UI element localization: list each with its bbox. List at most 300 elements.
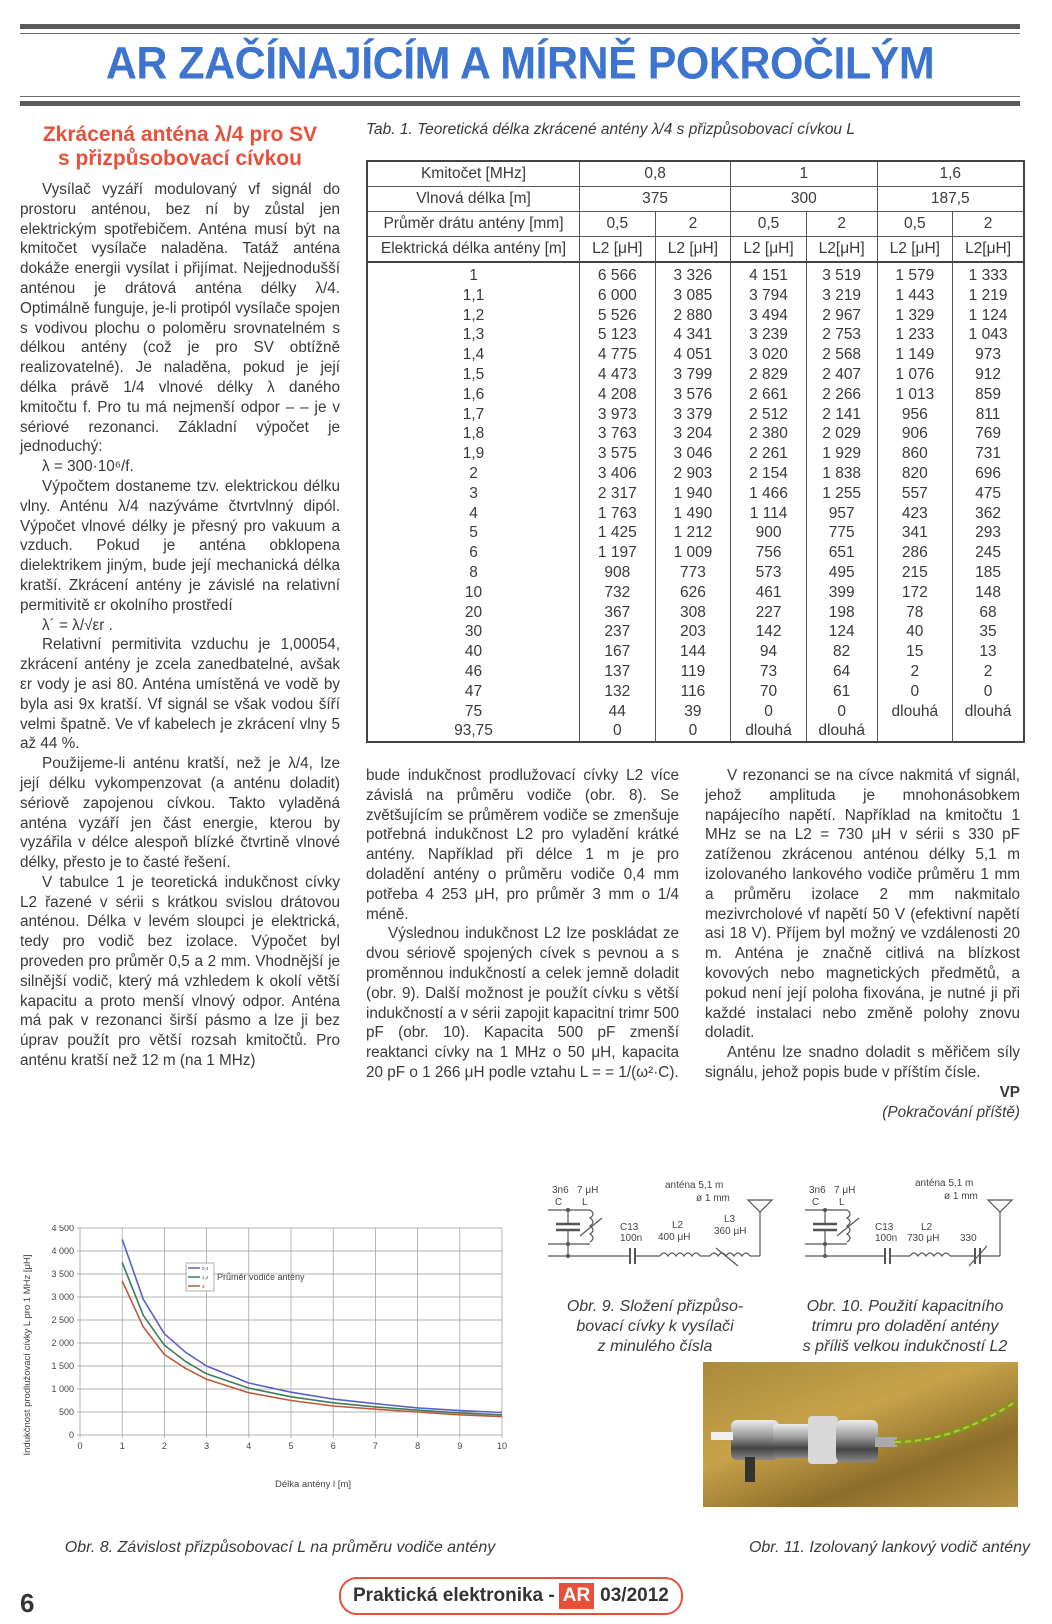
inductance-cell: 1 255: [806, 484, 877, 504]
table-row: [367, 583, 1024, 603]
length-cell: 5: [367, 523, 580, 543]
header-cell: L2 [μH]: [877, 237, 953, 263]
fig8-caption: Obr. 8. Závislost přizpůsobovací L na průměru vodiče antény: [64, 1539, 496, 1556]
author-initials: VP: [999, 1083, 1020, 1101]
inductance-cell: [877, 721, 953, 742]
length-cell: 1,7: [367, 405, 580, 425]
inductance-cell: 908: [580, 563, 656, 583]
label: L2: [921, 1222, 933, 1233]
inductance-cell: 78: [877, 603, 953, 623]
label: ø 1 mm: [944, 1191, 978, 1202]
inductance-cell: 3 379: [655, 405, 731, 425]
inductance-cell: 0: [953, 682, 1024, 702]
inductance-cell: 956: [877, 405, 953, 425]
article-column-1: [20, 180, 340, 1071]
inductance-cell: 2 903: [655, 464, 731, 484]
inductance-cell: 2 880: [655, 306, 731, 326]
table-row: [367, 262, 1024, 286]
label: ø 1 mm: [696, 1193, 730, 1204]
article-title-line2: s přizpůsobovací cívkou: [58, 147, 302, 170]
header-rule-bottom: [20, 101, 1020, 106]
length-cell: 10: [367, 583, 580, 603]
inductance-cell: 94: [731, 642, 807, 662]
inductance-cell: 3 519: [806, 262, 877, 286]
inductance-cell: 3 576: [655, 385, 731, 405]
inductance-cell: 124: [806, 622, 877, 642]
x-tick-label: 8: [415, 1441, 421, 1451]
table-row: [367, 642, 1024, 662]
header-rule-top-thin: [20, 33, 1020, 34]
inductance-cell: 2: [953, 662, 1024, 682]
inductance-cell: 198: [806, 603, 877, 623]
article-column-2: [366, 766, 679, 1083]
inductance-cell: 1 929: [806, 444, 877, 464]
length-cell: 3: [367, 484, 580, 504]
x-tick-label: 0: [77, 1441, 83, 1451]
inductance-cell: 132: [580, 682, 656, 702]
header-cell: 2: [806, 212, 877, 237]
inductance-cell: 1 114: [731, 504, 807, 524]
label: L2: [672, 1220, 684, 1231]
paragraph: Výslednou indukčnost L2 lze poskládat ze dvou sériově spojených cívek s pevnou a s proměnnou indukčností a celek jemně doladit (obr. 9). Další možnost je použít cívku s větší indukčností a v sérii zapojit kapacitní trimr 500 pF (obr. 10). Kapacita 500 pF zmenší reaktanci cívky na 1 MHz o 50 μH, kapacita 20 pF o 1 266 μH podle vztahu L = = 1/(ω²·C).: [366, 925, 679, 1081]
length-cell: 47: [367, 682, 580, 702]
inductance-cell: 773: [655, 563, 731, 583]
label: anténa 5,1 m: [665, 1180, 724, 1191]
legend-title: Průměr vodiče antény: [217, 1272, 305, 1282]
header-cell: 187,5: [877, 187, 1024, 212]
inductance-cell: 3 020: [731, 345, 807, 365]
length-cell: 1,6: [367, 385, 580, 405]
label: 330: [960, 1233, 977, 1244]
fig10-schematic: [805, 1178, 1025, 1288]
caption-line: s příliš velkou indukčností L2: [802, 1338, 1008, 1355]
inductance-cell: 731: [953, 444, 1024, 464]
inductance-cell: 1 149: [877, 345, 953, 365]
table-row: [367, 543, 1024, 563]
table-row: [367, 424, 1024, 444]
inductance-cell: 2 154: [731, 464, 807, 484]
fig10-caption: [780, 1297, 1030, 1357]
inductance-cell: 308: [655, 603, 731, 623]
inductance-cell: 2 141: [806, 405, 877, 425]
inductance-cell: 148: [953, 583, 1024, 603]
table-row: [367, 484, 1024, 504]
x-tick-label: 7: [372, 1441, 378, 1451]
header-cell: 2: [655, 212, 731, 237]
inductance-cell: 2: [877, 662, 953, 682]
table-row: [367, 662, 1024, 682]
header-cell: L2 [μH]: [731, 237, 807, 263]
header-cell: L2 [μH]: [580, 237, 656, 263]
magazine-name: Praktická elektronika -: [353, 1585, 555, 1606]
continued-note: (Pokračování příště): [882, 1103, 1020, 1121]
length-cell: 1,8: [367, 424, 580, 444]
length-cell: 1,2: [367, 306, 580, 326]
label: 400 μH: [658, 1232, 691, 1243]
inductance-cell: 1 333: [953, 262, 1024, 286]
inductance-cell: 2 829: [731, 365, 807, 385]
x-tick-label: 3: [204, 1441, 210, 1451]
inductance-cell: 2 029: [806, 424, 877, 444]
header-cell: 2: [953, 212, 1024, 237]
inductance-cell: 1 076: [877, 365, 953, 385]
inductance-cell: 573: [731, 563, 807, 583]
table-row: [367, 325, 1024, 345]
table-header-wavelength: [367, 187, 1024, 212]
inductance-cell: 1 233: [877, 325, 953, 345]
inductance-cell: 70: [731, 682, 807, 702]
inductance-cell: 203: [655, 622, 731, 642]
inductance-cell: 3 763: [580, 424, 656, 444]
inductance-cell: 2 753: [806, 325, 877, 345]
y-tick-label: 4 000: [51, 1246, 74, 1256]
inductance-cell: 3 046: [655, 444, 731, 464]
header-cell: 1: [731, 161, 877, 187]
inductance-cell: 1 043: [953, 325, 1024, 345]
inductance-cell: 119: [655, 662, 731, 682]
label: 7 μH: [834, 1185, 856, 1196]
inductance-cell: 1 490: [655, 504, 731, 524]
paragraph: V tabulce 1 je teoretická indukčnost cívky L2 řazené v sérii s krátkou svislou drátovou anténou. Délka v levém sloupci je elektrická, tedy pro vodič bez izolace. Výpočet byl proveden pro průměr 0,5 a 2 mm. Vhodnější je silnější vodič, který má vzhledem k okolí větší kapacitu a proto menší vlnový odpor. Anténa má pak v rezonanci širší pásmo a lze ji bez úprav použít pro větší rozsah kmitočtů. Pro anténu kratší než 12 m (na 1 MHz): [20, 873, 340, 1070]
label: C13: [620, 1222, 639, 1233]
length-cell: 4: [367, 504, 580, 524]
inductance-cell: 860: [877, 444, 953, 464]
series-line: [122, 1239, 502, 1412]
chart-grid: [51, 1225, 507, 1451]
inductance-cell: 5 526: [580, 306, 656, 326]
inductance-cell: 2 266: [806, 385, 877, 405]
inductance-cell: 2 661: [731, 385, 807, 405]
inductance-cell: 4 151: [731, 262, 807, 286]
header-label: Vlnová délka [m]: [367, 187, 580, 212]
table-row: [367, 464, 1024, 484]
table-row: [367, 622, 1024, 642]
length-cell: 6: [367, 543, 580, 563]
header-cell: L2 [μH]: [655, 237, 731, 263]
inductance-cell: 73: [731, 662, 807, 682]
label: 100n: [620, 1233, 643, 1244]
label: 360 μH: [714, 1226, 747, 1237]
length-cell: 46: [367, 662, 580, 682]
label: 3n6: [809, 1185, 826, 1196]
inductance-cell: dlouhá: [806, 721, 877, 742]
label: L: [582, 1197, 588, 1208]
inductance-cell: 912: [953, 365, 1024, 385]
table-row: [367, 702, 1024, 722]
inductance-cell: 1 466: [731, 484, 807, 504]
header-label: Průměr drátu antény [mm]: [367, 212, 580, 237]
x-tick-label: 5: [288, 1441, 294, 1451]
series-line: [122, 1263, 502, 1415]
inductance-cell: 2 407: [806, 365, 877, 385]
length-cell: 1,1: [367, 286, 580, 306]
y-tick-label: 4 500: [51, 1225, 74, 1233]
x-tick-label: 4: [246, 1441, 252, 1451]
section-title: AR ZAČÍNAJÍCÍM A MÍRNĚ POKROČILÝM: [105, 38, 935, 90]
inductance-cell: 3 973: [580, 405, 656, 425]
label: L: [839, 1197, 845, 1208]
paragraph: V rezonanci se na cívce nakmitá vf signál, jehož amplituda je mnohonásobkem napájecího napětí. Například na kmitočtu 1 MHz se na L2 = 730 μH v sérii s 330 pF zatíženou zkrácenou anténou délky 5,1 m izolovaného lankového vodiče průměru 1 mm a průměru izolace 2 mm nakmitalo mezivrcholové vf napětí 50 V (efektivní napětí asi 18 V). Příjem byl možný ve vzdálenosti 20 m. Anténa je značně citlivá na blízkost kovových nebo magnetických předmětů, a pokud není její poloha fixována, je nutné ji při každé instalaci nebo změně polohy znovu doladit.: [705, 767, 1020, 1042]
caption-line: bovací cívky k vysílači: [576, 1318, 734, 1335]
inductance-cell: 61: [806, 682, 877, 702]
header-cell: L2[μH]: [806, 237, 877, 263]
inductance-cell: 811: [953, 405, 1024, 425]
inductance-cell: 3 494: [731, 306, 807, 326]
inductance-cell: 423: [877, 504, 953, 524]
inductance-cell: 68: [953, 603, 1024, 623]
label: 730 μH: [907, 1233, 940, 1244]
inductance-cell: 3 326: [655, 262, 731, 286]
inductance-cell: 116: [655, 682, 731, 702]
x-tick-label: 6: [330, 1441, 336, 1451]
fig11-caption: Obr. 11. Izolovaný lankový vodič antény: [748, 1539, 1030, 1556]
antenna-wire-photo: [703, 1362, 1018, 1507]
inductance-cell: 2 967: [806, 306, 877, 326]
y-tick-label: 500: [58, 1407, 74, 1417]
y-tick-label: 1 000: [51, 1384, 74, 1394]
inductance-cell: 227: [731, 603, 807, 623]
inductance-cell: 4 051: [655, 345, 731, 365]
inductance-cell: 144: [655, 642, 731, 662]
legend-entry: 1,2: [202, 1275, 209, 1280]
header-cell: 0,8: [580, 161, 731, 187]
label: C13: [875, 1222, 894, 1233]
length-cell: 1: [367, 262, 580, 286]
inductance-cell: 3 799: [655, 365, 731, 385]
inductance-cell: 82: [806, 642, 877, 662]
table-row: [367, 504, 1024, 524]
inductance-table: [366, 160, 1025, 743]
label: anténa 5,1 m: [915, 1178, 974, 1189]
length-cell: 8: [367, 563, 580, 583]
inductance-cell: 973: [953, 345, 1024, 365]
formula-wavelength: λ = 300·10⁶/f.: [42, 458, 134, 476]
y-tick-label: 3 000: [51, 1292, 74, 1302]
inductance-cell: 756: [731, 543, 807, 563]
inductance-cell: 732: [580, 583, 656, 603]
table-row: [367, 603, 1024, 623]
label: C: [555, 1197, 563, 1208]
inductance-cell: 341: [877, 523, 953, 543]
page-number: 6: [20, 1588, 35, 1618]
table-row: [367, 345, 1024, 365]
inductance-cell: 35: [953, 622, 1024, 642]
length-cell: 1,5: [367, 365, 580, 385]
inductance-cell: 5 123: [580, 325, 656, 345]
inductance-cell: 3 794: [731, 286, 807, 306]
inductance-cell: 3 219: [806, 286, 877, 306]
inductance-cell: 906: [877, 424, 953, 444]
inductance-cell: 3 239: [731, 325, 807, 345]
inductance-cell: 4 775: [580, 345, 656, 365]
paragraph: Relativní permitivita vzduchu je 1,00054, zkrácení antény je zcela zanedbatelné, avšak εr vody je asi 80. Anténa umístěná ve vodě by byla asi 9x kratší. Vf signál se však vodou šíří velmi špatně. Ve vf kabelech je zkrácení vlny 5 až 44 %.: [20, 636, 340, 753]
header-cell: 375: [580, 187, 731, 212]
inductance-cell: dlouhá: [953, 702, 1024, 722]
label: 7 μH: [577, 1185, 599, 1196]
inductance-cell: 1 212: [655, 523, 731, 543]
inductance-cell: 1 013: [877, 385, 953, 405]
header-cell: 0,5: [877, 212, 953, 237]
inductance-cell: 769: [953, 424, 1024, 444]
inductance-cell: 0: [731, 702, 807, 722]
caption-line: z minulého čísla: [597, 1338, 713, 1355]
table-body: [367, 262, 1024, 742]
label: L3: [724, 1214, 736, 1225]
inductance-cell: 957: [806, 504, 877, 524]
inductance-cell: 172: [877, 583, 953, 603]
article-title-line1: Zkrácená anténa λ/4 pro SV: [42, 123, 318, 146]
length-cell: 1,4: [367, 345, 580, 365]
length-cell: 20: [367, 603, 580, 623]
header-rule-bottom-thin: [20, 96, 1020, 97]
caption-line: Obr. 9. Složení přizpůso-: [566, 1298, 744, 1315]
inductance-cell: 461: [731, 583, 807, 603]
inductance-cell: 0: [580, 721, 656, 742]
inductance-cell: 4 341: [655, 325, 731, 345]
inductance-cell: 40: [877, 622, 953, 642]
table-caption: Tab. 1. Teoretická délka zkrácené antény λ/4 s přizpůsobovací cívkou L: [366, 121, 855, 138]
y-tick-label: 2 500: [51, 1315, 74, 1325]
inductance-cell: 399: [806, 583, 877, 603]
chart-lines: [122, 1239, 502, 1416]
legend-entry: 3: [202, 1284, 205, 1289]
fig9-caption: [540, 1297, 770, 1357]
table-row: [367, 721, 1024, 742]
inductance-cell: 2 380: [731, 424, 807, 444]
inductance-cell: 1 443: [877, 286, 953, 306]
label: C: [812, 1197, 820, 1208]
inductance-cell: 1 124: [953, 306, 1024, 326]
inductance-chart: [20, 1225, 530, 1490]
inductance-cell: 0: [877, 682, 953, 702]
inductance-cell: 475: [953, 484, 1024, 504]
magazine-brand-badge: AR: [559, 1583, 594, 1609]
inductance-cell: 0: [655, 721, 731, 742]
caption-line: trimru pro doladění antény: [811, 1318, 999, 1335]
legend-entry: 0,4: [202, 1266, 209, 1271]
paragraph: Vysílač vyzáří modulovaný vf signál do prostoru anténou, bez ní by zůstal jen elektrickým spotřebičem. Anténa musí být na kmitočet vysílače naladěna. Tatáž anténa dokáže energii vysílat i přijímat. Nejjednodušší anténou je drátová anténa délky λ/4. Optimálně funguje, je-li protipól vysílače spojen s vodivou plochu o poloměru srovnatelném s délkou antény (což je pro SV obtížně realizovatelné). Je naladěna, pokud je její délka právě 1/4 vlnové délky λ daného kmitočtu f. Pro tu má nejmenší odpor – – je v sériové rezonanci. Základní výpočet je jednoduchý:: [20, 181, 340, 456]
table-row: [367, 365, 1024, 385]
inductance-cell: 3 406: [580, 464, 656, 484]
length-cell: 93,75: [367, 721, 580, 742]
inductance-cell: 286: [877, 543, 953, 563]
length-cell: 40: [367, 642, 580, 662]
header-cell: 1,6: [877, 161, 1024, 187]
paragraph: Výpočtem dostaneme tzv. elektrickou délku vlny. Anténu λ/4 nazýváme čtvrtvlnný dipól. Výpočet vlnové délky je přesný pro vakuum a vzduch. Pokud je anténa obklopena dielektrikem jiným, bude její mechanická délka kratší. Zkrácení antény je závislé na relativní permitivitě εr okolního prostředí: [20, 477, 340, 614]
inductance-cell: 4 473: [580, 365, 656, 385]
table-row: [367, 286, 1024, 306]
chart-y-axis-label: Indukčnost prodlužovací cívky L pro 1 MHz [μH]: [22, 1254, 33, 1456]
formula-shortened-wavelength: λ´ = λ/√εr .: [42, 616, 113, 634]
inductance-cell: 1 838: [806, 464, 877, 484]
inductance-cell: dlouhá: [877, 702, 953, 722]
table-header-units: [367, 237, 1024, 263]
inductance-cell: 1 197: [580, 543, 656, 563]
inductance-cell: 44: [580, 702, 656, 722]
x-tick-label: 1: [119, 1441, 125, 1451]
inductance-cell: 4 208: [580, 385, 656, 405]
x-tick-label: 9: [457, 1441, 463, 1451]
article-title: [20, 123, 340, 171]
length-cell: 1,3: [367, 325, 580, 345]
table-row: [367, 523, 1024, 543]
chart-legend: [186, 1263, 305, 1291]
inductance-cell: 696: [953, 464, 1024, 484]
inductance-cell: 1 219: [953, 286, 1024, 306]
y-tick-label: 1 500: [51, 1361, 74, 1371]
inductance-cell: 1 940: [655, 484, 731, 504]
header-rule-top: [20, 24, 1020, 29]
inductance-cell: 557: [877, 484, 953, 504]
inductance-cell: 1 579: [877, 262, 953, 286]
label: 3n6: [552, 1185, 569, 1196]
inductance-cell: 495: [806, 563, 877, 583]
inductance-cell: 0: [806, 702, 877, 722]
table-row: [367, 385, 1024, 405]
x-tick-label: 10: [496, 1441, 508, 1451]
inductance-cell: 775: [806, 523, 877, 543]
header-cell: 300: [731, 187, 877, 212]
magazine-footer: [339, 1577, 683, 1615]
inductance-cell: 2 261: [731, 444, 807, 464]
table-header-diameter: [367, 212, 1024, 237]
inductance-cell: 6 566: [580, 262, 656, 286]
inductance-cell: 1 329: [877, 306, 953, 326]
paragraph: bude indukčnost prodlužovací cívky L2 více závislá na průměru vodiče (obr. 8). Se zvětšujícím se průměrem vodiče se zmenšuje potřebná indukčnost L2 pro vyladění krátké antény. Například při délce 1 m je pro doladění antény o průměru vodiče 0,4 mm potřeba 4 253 μH, pro průměr 3 mm o 1/4 méně.: [366, 767, 679, 923]
table-row: [367, 682, 1024, 702]
inductance-cell: 293: [953, 523, 1024, 543]
caption-line: Obr. 10. Použití kapacitního: [806, 1298, 1004, 1315]
paragraph: Použijeme-li anténu kratší, než je λ/4, lze její délku vykompenzovat (a anténu doladit) sériově zapojenou cívkou. Takto vyladěná anténa vyzáří jen část energie, kterou by vyzářila v délce alespoň blízké čtvrtině vlnové délky, přesto je to časté řešení.: [20, 755, 340, 872]
inductance-cell: 185: [953, 563, 1024, 583]
chart-x-axis-label: Délka antény l [m]: [274, 1479, 352, 1490]
inductance-cell: 820: [877, 464, 953, 484]
inductance-cell: 13: [953, 642, 1024, 662]
inductance-cell: 362: [953, 504, 1024, 524]
table-row: [367, 563, 1024, 583]
inductance-cell: 900: [731, 523, 807, 543]
table-header-frequency: [367, 161, 1024, 187]
inductance-cell: 137: [580, 662, 656, 682]
inductance-cell: [953, 721, 1024, 742]
inductance-cell: 64: [806, 662, 877, 682]
inductance-cell: dlouhá: [731, 721, 807, 742]
inductance-cell: 142: [731, 622, 807, 642]
inductance-cell: 15: [877, 642, 953, 662]
inductance-cell: 626: [655, 583, 731, 603]
inductance-cell: 245: [953, 543, 1024, 563]
length-cell: 2: [367, 464, 580, 484]
inductance-cell: 2 568: [806, 345, 877, 365]
inductance-cell: 367: [580, 603, 656, 623]
inductance-cell: 3 085: [655, 286, 731, 306]
y-tick-label: 2 000: [51, 1338, 74, 1348]
header-cell: 0,5: [731, 212, 807, 237]
paragraph: Anténu lze snadno doladit s měřičem síly signálu, jehož popis bude v příštím čísle.: [705, 1044, 1020, 1081]
x-tick-label: 2: [161, 1441, 167, 1451]
table-row: [367, 405, 1024, 425]
y-tick-label: 3 500: [51, 1269, 74, 1279]
inductance-cell: 859: [953, 385, 1024, 405]
inductance-cell: 651: [806, 543, 877, 563]
inductance-cell: 167: [580, 642, 656, 662]
length-cell: 1,9: [367, 444, 580, 464]
header-label: Kmitočet [MHz]: [367, 161, 580, 187]
article-column-3: [705, 766, 1020, 1122]
length-cell: 75: [367, 702, 580, 722]
y-tick-label: 0: [68, 1430, 74, 1440]
inductance-cell: 39: [655, 702, 731, 722]
